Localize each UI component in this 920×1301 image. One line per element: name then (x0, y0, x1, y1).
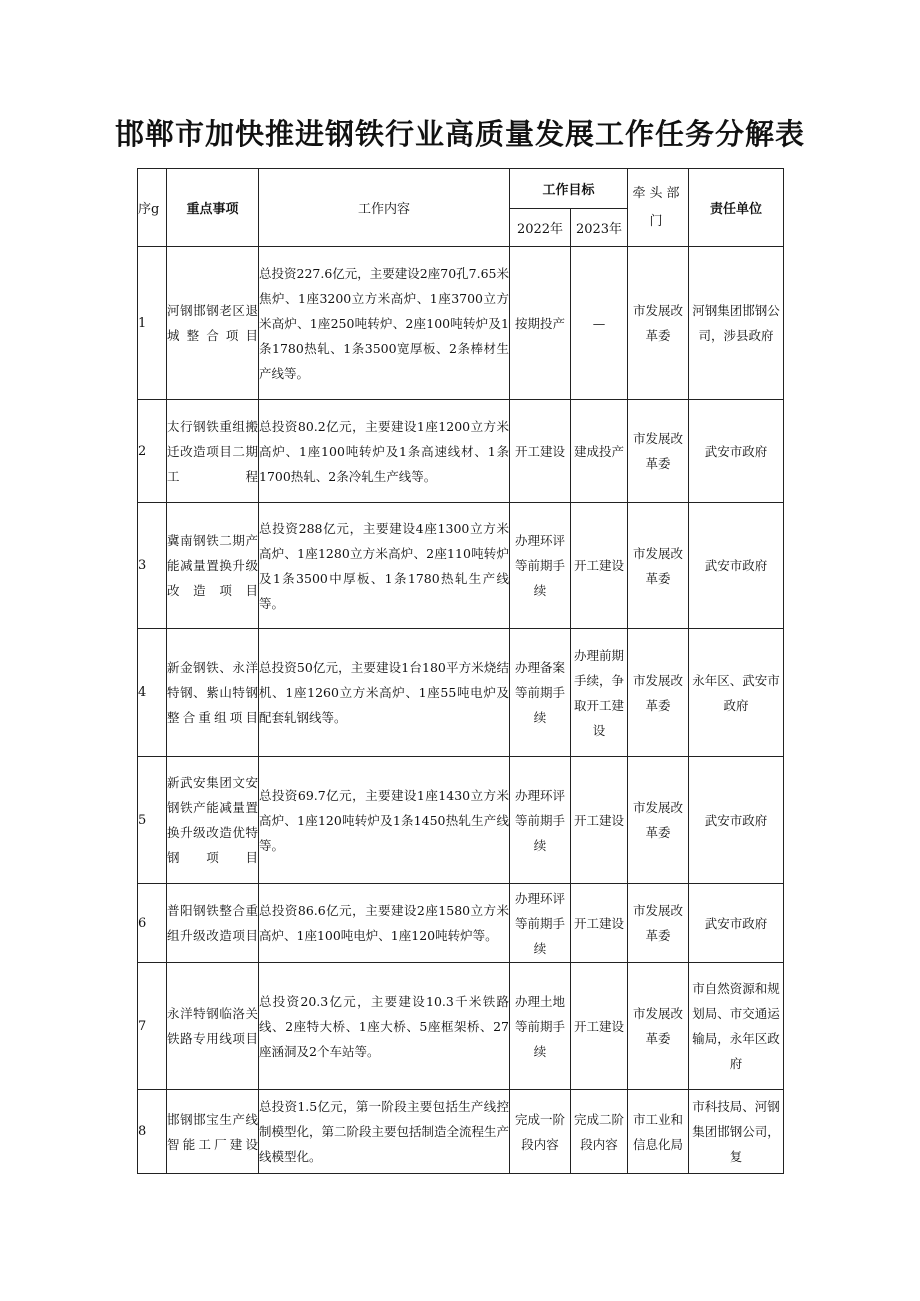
table-row (138, 629, 784, 757)
row-resp-unit: 武安市政府 (689, 757, 784, 884)
row-goal-2023: — (571, 247, 628, 400)
row-lead-dept: 市发展改革委 (628, 400, 689, 503)
row-seq: 2 (138, 400, 167, 503)
row-lead-dept: 市发展改革委 (628, 629, 689, 757)
table-row (138, 757, 784, 884)
table-row (138, 1090, 784, 1174)
row-resp-unit: 武安市政府 (689, 884, 784, 963)
header-content: 工作内容 (259, 169, 510, 247)
table-row (138, 400, 784, 503)
row-goal-2023: 完成二阶段内容 (571, 1090, 628, 1174)
row-goal-2023: 办理前期手续，争取开工建设 (571, 629, 628, 757)
row-content: 总投资227.6亿元，主要建设2座70孔7.65米焦炉、1座3200立方米高炉、1座3700立方米高炉、1座250吨转炉、2座100吨转炉及1条1780热轧、1条3500宽厚板、2条棒材生产线等。 (259, 247, 510, 400)
row-item: 新金钢铁、永洋特钢、紫山特钢整合重组项目 (167, 629, 259, 757)
row-goal-2022: 办理环评等前期手续 (510, 503, 571, 629)
row-content: 总投资288亿元，主要建设4座1300立方米高炉、1座1280立方米高炉、2座110吨转炉及1条3500中厚板、1条1780热轧生产线等。 (259, 503, 510, 629)
row-seq: 5 (138, 757, 167, 884)
row-resp-unit: 市科技局、河钢集团邯钢公司，复 (689, 1090, 784, 1174)
table-row (138, 884, 784, 963)
page-title: 邯郸市加快推进钢铁行业高质量发展工作任务分解表 (114, 117, 805, 151)
row-lead-dept: 市发展改革委 (628, 884, 689, 963)
row-goal-2023: 建成投产 (571, 400, 628, 503)
task-table (137, 168, 784, 1174)
row-goal-2023: 开工建设 (571, 884, 628, 963)
row-item: 河钢邯钢老区退城整合项目 (167, 247, 259, 400)
row-goal-2022: 办理备案等前期手续 (510, 629, 571, 757)
row-seq: 3 (138, 503, 167, 629)
row-content: 总投资1.5亿元，第一阶段主要包括生产线控制模型化，第二阶段主要包括制造全流程生产线模型化。 (259, 1090, 510, 1174)
row-lead-dept: 市发展改革委 (628, 247, 689, 400)
header-resp: 责任单位 (689, 169, 784, 247)
row-lead-dept: 市发展改革委 (628, 757, 689, 884)
row-goal-2023: 开工建设 (571, 757, 628, 884)
table-row (138, 503, 784, 629)
row-goal-2023: 开工建设 (571, 503, 628, 629)
row-seq: 7 (138, 963, 167, 1090)
row-goal-2022: 按期投产 (510, 247, 571, 400)
row-goal-2022: 完成一阶段内容 (510, 1090, 571, 1174)
row-content: 总投资80.2亿元，主要建设1座1200立方米高炉、1座100吨转炉及1条高速线材、1条1700热轧、2条冷轧生产线等。 (259, 400, 510, 503)
row-item: 冀南钢铁二期产能减量置换升级改造项目 (167, 503, 259, 629)
row-lead-dept: 市工业和信息化局 (628, 1090, 689, 1174)
row-lead-dept: 市发展改革委 (628, 503, 689, 629)
row-item: 永洋特钢临洛关铁路专用线项目 (167, 963, 259, 1090)
row-resp-unit: 武安市政府 (689, 503, 784, 629)
row-resp-unit: 市自然资源和规划局、市交通运输局，永年区政府 (689, 963, 784, 1090)
row-goal-2022: 办理土地等前期手续 (510, 963, 571, 1090)
header-seq: 序g (138, 169, 167, 247)
row-content: 总投资69.7亿元，主要建设1座1430立方米高炉、1座120吨转炉及1条1450热轧生产线等。 (259, 757, 510, 884)
row-content: 总投资50亿元，主要建设1台180平方米烧结机、1座1260立方米高炉、1座55吨电炉及配套轧钢线等。 (259, 629, 510, 757)
row-goal-2022: 开工建设 (510, 400, 571, 503)
row-item: 邯钢邯宝生产线智能工厂建设 (167, 1090, 259, 1174)
row-seq: 4 (138, 629, 167, 757)
table-row (138, 247, 784, 400)
header-goal: 工作目标 (510, 169, 628, 209)
row-lead-dept: 市发展改革委 (628, 963, 689, 1090)
header-item: 重点事项 (167, 169, 259, 247)
row-seq: 6 (138, 884, 167, 963)
row-goal-2023: 开工建设 (571, 963, 628, 1090)
header-lead: 牵头部门 (628, 169, 689, 247)
table-row (138, 963, 784, 1090)
row-resp-unit: 河钢集团邯钢公司，涉县政府 (689, 247, 784, 400)
header-year-2023: 2023年 (571, 209, 628, 247)
row-goal-2022: 办理环评等前期手续 (510, 757, 571, 884)
row-seq: 1 (138, 247, 167, 400)
header-year-2022: 2022年 (510, 209, 571, 247)
row-resp-unit: 武安市政府 (689, 400, 784, 503)
row-resp-unit: 永年区、武安市政府 (689, 629, 784, 757)
row-item: 普阳钢铁整合重组升级改造项目 (167, 884, 259, 963)
row-item: 新武安集团文安钢铁产能减量置换升级改造优特钢项目 (167, 757, 259, 884)
row-seq: 8 (138, 1090, 167, 1174)
row-item: 太行钢铁重组搬迁改造项目二期工程 (167, 400, 259, 503)
row-goal-2022: 办理环评等前期手续 (510, 884, 571, 963)
row-content: 总投资20.3亿元，主要建设10.3千米铁路线、2座特大桥、1座大桥、5座框架桥、27座涵洞及2个车站等。 (259, 963, 510, 1090)
row-content: 总投资86.6亿元，主要建设2座1580立方米高炉、1座100吨电炉、1座120吨转炉等。 (259, 884, 510, 963)
